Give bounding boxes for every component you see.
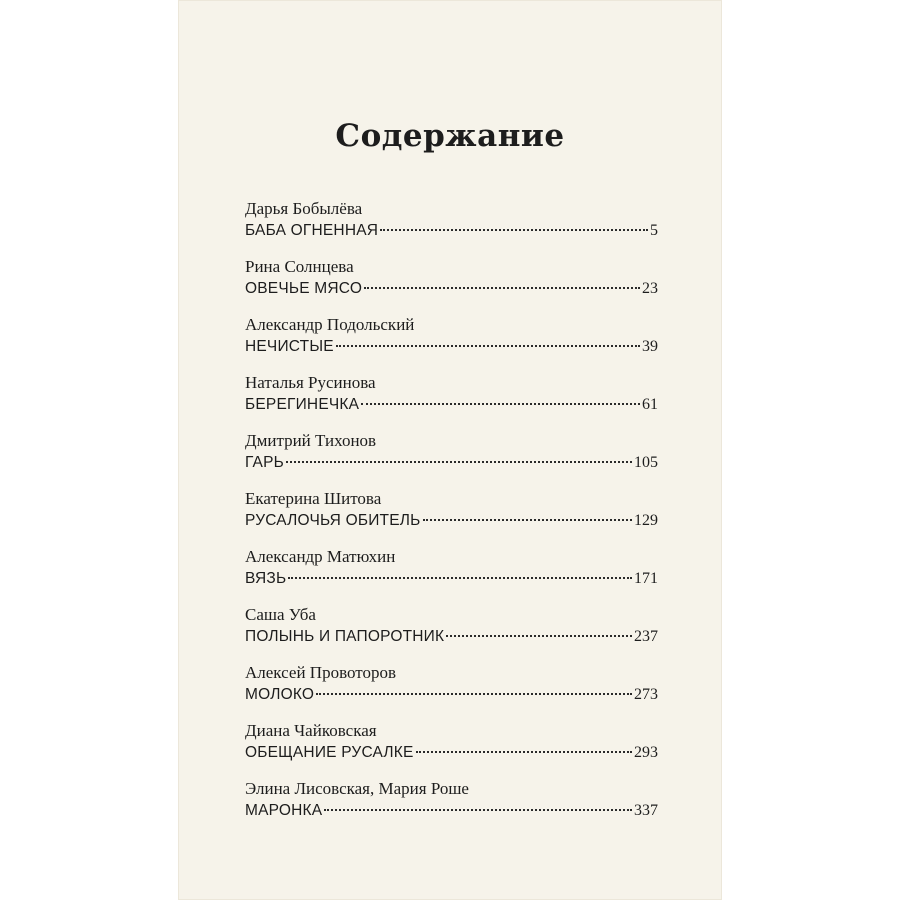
table-of-contents [245, 198, 658, 836]
entry-author: Рина Солнцева [245, 257, 354, 276]
entry-title: ПОЛЫНЬ И ПАПОРОТНИК [245, 628, 445, 645]
entry-page-number: 23 [642, 280, 658, 297]
toc-entry [245, 662, 658, 720]
entry-page-number: 237 [634, 628, 658, 645]
toc-entry [245, 488, 658, 546]
entry-page-number: 105 [634, 454, 658, 471]
dot-leader [416, 751, 632, 753]
entry-author: Саша Уба [245, 605, 316, 624]
entry-line [245, 510, 658, 532]
entry-line [245, 800, 658, 822]
entry-title: МАРОНКА [245, 802, 323, 819]
entry-page-number: 39 [642, 338, 658, 355]
entry-title: ОВЕЧЬЕ МЯСО [245, 280, 363, 297]
toc-entry [245, 720, 658, 778]
entry-author: Дмитрий Тихонов [245, 431, 377, 450]
entry-line [245, 452, 658, 474]
entry-title: ГАРЬ [245, 454, 285, 471]
entry-title: НЕЧИСТЫЕ [245, 338, 334, 355]
entry-line [245, 742, 658, 764]
entry-line [245, 568, 658, 590]
entry-title: БАБА ОГНЕННАЯ [245, 222, 379, 239]
toc-entry [245, 198, 658, 256]
dot-leader [364, 287, 640, 289]
page-title: Содержание [335, 118, 565, 154]
dot-leader [316, 693, 632, 695]
entry-line [245, 278, 658, 300]
entry-line [245, 684, 658, 706]
entry-line [245, 220, 658, 242]
entry-author: Наталья Русинова [245, 373, 376, 392]
toc-entry [245, 314, 658, 372]
entry-line [245, 394, 658, 416]
entry-page-number: 5 [650, 222, 658, 239]
dot-leader [286, 461, 632, 463]
toc-entry [245, 546, 658, 604]
entry-title: МОЛОКО [245, 686, 315, 703]
dot-leader [423, 519, 633, 521]
toc-entry [245, 256, 658, 314]
entry-author: Екатерина Шитова [245, 489, 382, 508]
dot-leader [324, 809, 632, 811]
entry-page-number: 129 [634, 512, 658, 529]
toc-entry [245, 430, 658, 488]
entry-title: БЕРЕГИНЕЧКА [245, 396, 360, 413]
toc-entry [245, 604, 658, 662]
entry-title: РУСАЛОЧЬЯ ОБИТЕЛЬ [245, 512, 421, 529]
toc-entry [245, 778, 658, 836]
entry-page-number: 171 [634, 570, 658, 587]
dot-leader [380, 229, 648, 231]
entry-author: Александр Подольский [245, 315, 415, 334]
dot-leader [288, 577, 632, 579]
dot-leader [336, 345, 640, 347]
entry-author: Диана Чайковская [245, 721, 377, 740]
toc-entry [245, 372, 658, 430]
entry-author: Дарья Бобылёва [245, 199, 363, 218]
entry-page-number: 273 [634, 686, 658, 703]
entry-author: Элина Лисовская, Мария Роше [245, 779, 469, 798]
entry-title: ОБЕЩАНИЕ РУСАЛКЕ [245, 744, 414, 761]
entry-page-number: 61 [642, 396, 658, 413]
entry-line [245, 626, 658, 648]
entry-author: Александр Матюхин [245, 547, 396, 566]
entry-author: Алексей Провоторов [245, 663, 396, 682]
entry-page-number: 337 [634, 802, 658, 819]
entry-line [245, 336, 658, 358]
entry-page-number: 293 [634, 744, 658, 761]
dot-leader [361, 403, 640, 405]
book-page [178, 0, 722, 900]
dot-leader [446, 635, 632, 637]
entry-title: ВЯЗЬ [245, 570, 287, 587]
